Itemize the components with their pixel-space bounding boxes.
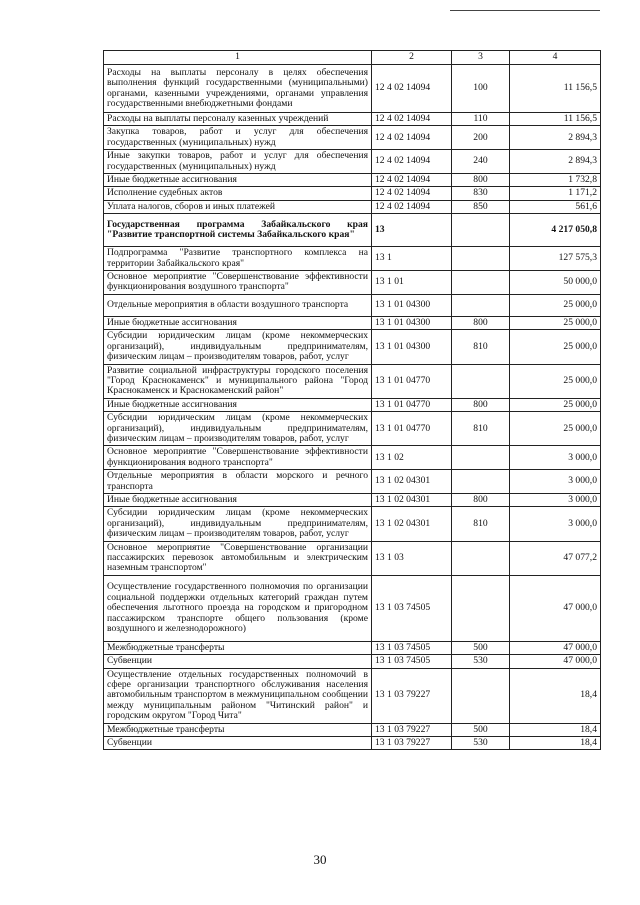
header-col-1: 1 xyxy=(104,51,372,65)
row-code: 12 4 02 14094 xyxy=(372,65,452,113)
row-code: 12 4 02 14094 xyxy=(372,113,452,126)
row-description: Расходы на выплаты персоналу в целях обеспечения выполнения функций государственными (муниципальными) органами, казенными учреждениями, органами управления государственными внебюджетными фондами xyxy=(104,65,372,113)
table-row xyxy=(104,668,601,723)
row-amount: 25 000,0 xyxy=(510,364,601,398)
row-expense-type xyxy=(452,214,510,247)
row-description: Субвенции xyxy=(104,655,372,668)
top-rule xyxy=(450,10,600,11)
row-amount: 25 000,0 xyxy=(510,330,601,364)
row-amount: 50 000,0 xyxy=(510,271,601,295)
table-row xyxy=(104,200,601,213)
row-description: Основное мероприятие "Совершенствование эффективности функционирования водного транспорта" xyxy=(104,446,372,470)
row-code: 12 4 02 14094 xyxy=(372,126,452,150)
table-row xyxy=(104,214,601,247)
row-code: 13 1 02 04301 xyxy=(372,493,452,506)
row-expense-type: 800 xyxy=(452,493,510,506)
row-description: Иные бюджетные ассигнования xyxy=(104,398,372,411)
row-amount: 1 732,8 xyxy=(510,174,601,187)
row-expense-type xyxy=(452,668,510,723)
table-row xyxy=(104,575,601,641)
row-expense-type: 530 xyxy=(452,655,510,668)
row-code: 12 4 02 14094 xyxy=(372,174,452,187)
table-row xyxy=(104,294,601,316)
row-expense-type: 810 xyxy=(452,330,510,364)
row-amount: 47 000,0 xyxy=(510,641,601,654)
row-description: Отдельные мероприятия в области морского и речного транспорта xyxy=(104,470,372,494)
table-row xyxy=(104,113,601,126)
row-amount: 3 000,0 xyxy=(510,507,601,541)
table-row xyxy=(104,174,601,187)
table-row xyxy=(104,723,601,736)
row-expense-type xyxy=(452,271,510,295)
row-code: 13 1 01 04770 xyxy=(372,398,452,411)
row-description: Субсидии юридическим лицам (кроме некоммерческих организаций), индивидуальным предпринимателям, физическим лицам – производителям товаров, работ, услуг xyxy=(104,412,372,446)
row-amount: 4 217 050,8 xyxy=(510,214,601,247)
row-amount: 47 000,0 xyxy=(510,655,601,668)
row-code: 12 4 02 14094 xyxy=(372,187,452,200)
row-description: Подпрограмма "Развитие транспортного комплекса на территории Забайкальского края" xyxy=(104,247,372,271)
row-code: 13 1 03 74505 xyxy=(372,655,452,668)
row-expense-type: 810 xyxy=(452,412,510,446)
table-row xyxy=(104,493,601,506)
table-row xyxy=(104,271,601,295)
row-expense-type: 530 xyxy=(452,737,510,750)
row-description: Исполнение судебных актов xyxy=(104,187,372,200)
row-description: Межбюджетные трансферты xyxy=(104,641,372,654)
page-number: 30 xyxy=(313,852,327,867)
row-expense-type: 830 xyxy=(452,187,510,200)
table-row xyxy=(104,247,601,271)
row-amount: 18,4 xyxy=(510,723,601,736)
row-description: Основное мероприятие "Совершенствование эффективности функционирования воздушного транспорта" xyxy=(104,271,372,295)
row-expense-type: 200 xyxy=(452,126,510,150)
table-row xyxy=(104,470,601,494)
table-row xyxy=(104,655,601,668)
row-description: Расходы на выплаты персоналу казенных учреждений xyxy=(104,113,372,126)
row-description: Уплата налогов, сборов и иных платежей xyxy=(104,200,372,213)
header-col-4: 4 xyxy=(510,51,601,65)
row-amount: 25 000,0 xyxy=(510,398,601,411)
row-expense-type: 500 xyxy=(452,723,510,736)
row-expense-type: 800 xyxy=(452,174,510,187)
row-amount: 1 171,2 xyxy=(510,187,601,200)
row-description: Межбюджетные трансферты xyxy=(104,723,372,736)
row-code: 13 1 01 04300 xyxy=(372,294,452,316)
row-amount: 11 156,5 xyxy=(510,113,601,126)
table-row xyxy=(104,150,601,174)
table-row xyxy=(104,364,601,398)
row-description: Иные закупки товаров, работ и услуг для обеспечения государственных (муниципальных) нужд xyxy=(104,150,372,174)
row-description: Отдельные мероприятия в области воздушного транспорта xyxy=(104,294,372,316)
row-amount: 11 156,5 xyxy=(510,65,601,113)
row-code: 13 1 02 04301 xyxy=(372,507,452,541)
row-amount: 47 000,0 xyxy=(510,575,601,641)
row-expense-type xyxy=(452,470,510,494)
row-code: 13 1 03 79227 xyxy=(372,723,452,736)
row-amount: 3 000,0 xyxy=(510,493,601,506)
row-code: 13 1 01 xyxy=(372,271,452,295)
row-amount: 18,4 xyxy=(510,668,601,723)
row-expense-type: 800 xyxy=(452,398,510,411)
row-code: 12 4 02 14094 xyxy=(372,200,452,213)
row-amount: 47 077,2 xyxy=(510,541,601,575)
row-amount: 18,4 xyxy=(510,737,601,750)
row-amount: 25 000,0 xyxy=(510,294,601,316)
row-description: Иные бюджетные ассигнования xyxy=(104,316,372,329)
row-expense-type: 850 xyxy=(452,200,510,213)
row-code: 12 4 02 14094 xyxy=(372,150,452,174)
row-description: Субвенции xyxy=(104,737,372,750)
row-code: 13 1 xyxy=(372,247,452,271)
table-row xyxy=(104,330,601,364)
row-amount: 25 000,0 xyxy=(510,412,601,446)
row-description: Субсидии юридическим лицам (кроме некоммерческих организаций), индивидуальным предпринимателям, физическим лицам – производителям товаров, работ, услуг xyxy=(104,330,372,364)
row-code: 13 1 01 04770 xyxy=(372,364,452,398)
table-row xyxy=(104,446,601,470)
row-code: 13 xyxy=(372,214,452,247)
row-expense-type: 100 xyxy=(452,65,510,113)
row-code: 13 1 01 04300 xyxy=(372,330,452,364)
row-expense-type: 500 xyxy=(452,641,510,654)
row-code: 13 1 03 xyxy=(372,541,452,575)
row-amount: 3 000,0 xyxy=(510,446,601,470)
table-row xyxy=(104,641,601,654)
table-row xyxy=(104,412,601,446)
row-description: Иные бюджетные ассигнования xyxy=(104,493,372,506)
table-row xyxy=(104,316,601,329)
row-code: 13 1 02 xyxy=(372,446,452,470)
row-amount: 25 000,0 xyxy=(510,316,601,329)
row-expense-type xyxy=(452,247,510,271)
row-expense-type xyxy=(452,446,510,470)
row-description: Государственная программа Забайкальского края "Развитие транспортной системы Забайкальского края" xyxy=(104,214,372,247)
row-expense-type xyxy=(452,541,510,575)
budget-table xyxy=(103,50,601,750)
table-header-row xyxy=(104,51,601,65)
row-amount: 2 894,3 xyxy=(510,126,601,150)
row-expense-type: 110 xyxy=(452,113,510,126)
row-amount: 2 894,3 xyxy=(510,150,601,174)
row-description: Развитие социальной инфраструктуры городского поселения "Город Краснокаменск" и муниципального района "Город Краснокаменск и Краснокаменский район" xyxy=(104,364,372,398)
header-col-2: 2 xyxy=(372,51,452,65)
row-expense-type: 240 xyxy=(452,150,510,174)
row-code: 13 1 03 79227 xyxy=(372,737,452,750)
row-expense-type xyxy=(452,575,510,641)
row-code: 13 1 03 79227 xyxy=(372,668,452,723)
table-row xyxy=(104,541,601,575)
row-expense-type xyxy=(452,364,510,398)
table-row xyxy=(104,187,601,200)
row-amount: 127 575,3 xyxy=(510,247,601,271)
header-col-3: 3 xyxy=(452,51,510,65)
table-row xyxy=(104,65,601,113)
row-description: Осуществление государственного полномочия по организации социальной поддержки отдельных категорий граждан путем обеспечения льготного проезда на городском и пригородном пассажирском транспорте общего пользования (кроме воздушного и железнодорожного) xyxy=(104,575,372,641)
row-expense-type xyxy=(452,294,510,316)
row-code: 13 1 01 04770 xyxy=(372,412,452,446)
table-row xyxy=(104,398,601,411)
row-expense-type: 800 xyxy=(452,316,510,329)
row-description: Иные бюджетные ассигнования xyxy=(104,174,372,187)
table-row xyxy=(104,507,601,541)
row-expense-type: 810 xyxy=(452,507,510,541)
row-description: Осуществление отдельных государственных полномочий в сфере организации транспортного обслуживания населения автомобильным транспортом в межмуниципальном сообщении между муниципальным районом "Читинский район" и городским округом "Город Чита" xyxy=(104,668,372,723)
row-description: Закупка товаров, работ и услуг для обеспечения государственных (муниципальных) нужд xyxy=(104,126,372,150)
row-description: Основное мероприятие "Совершенствование организации пассажирских перевозок автомобильным и электрическим наземным транспортом" xyxy=(104,541,372,575)
row-code: 13 1 03 74505 xyxy=(372,641,452,654)
row-code: 13 1 03 74505 xyxy=(372,575,452,641)
row-code: 13 1 02 04301 xyxy=(372,470,452,494)
row-code: 13 1 01 04300 xyxy=(372,316,452,329)
row-amount: 3 000,0 xyxy=(510,470,601,494)
table-row xyxy=(104,737,601,750)
table-row xyxy=(104,126,601,150)
row-description: Субсидии юридическим лицам (кроме некоммерческих организаций), индивидуальным предпринимателям, физическим лицам – производителям товаров, работ, услуг xyxy=(104,507,372,541)
row-amount: 561,6 xyxy=(510,200,601,213)
